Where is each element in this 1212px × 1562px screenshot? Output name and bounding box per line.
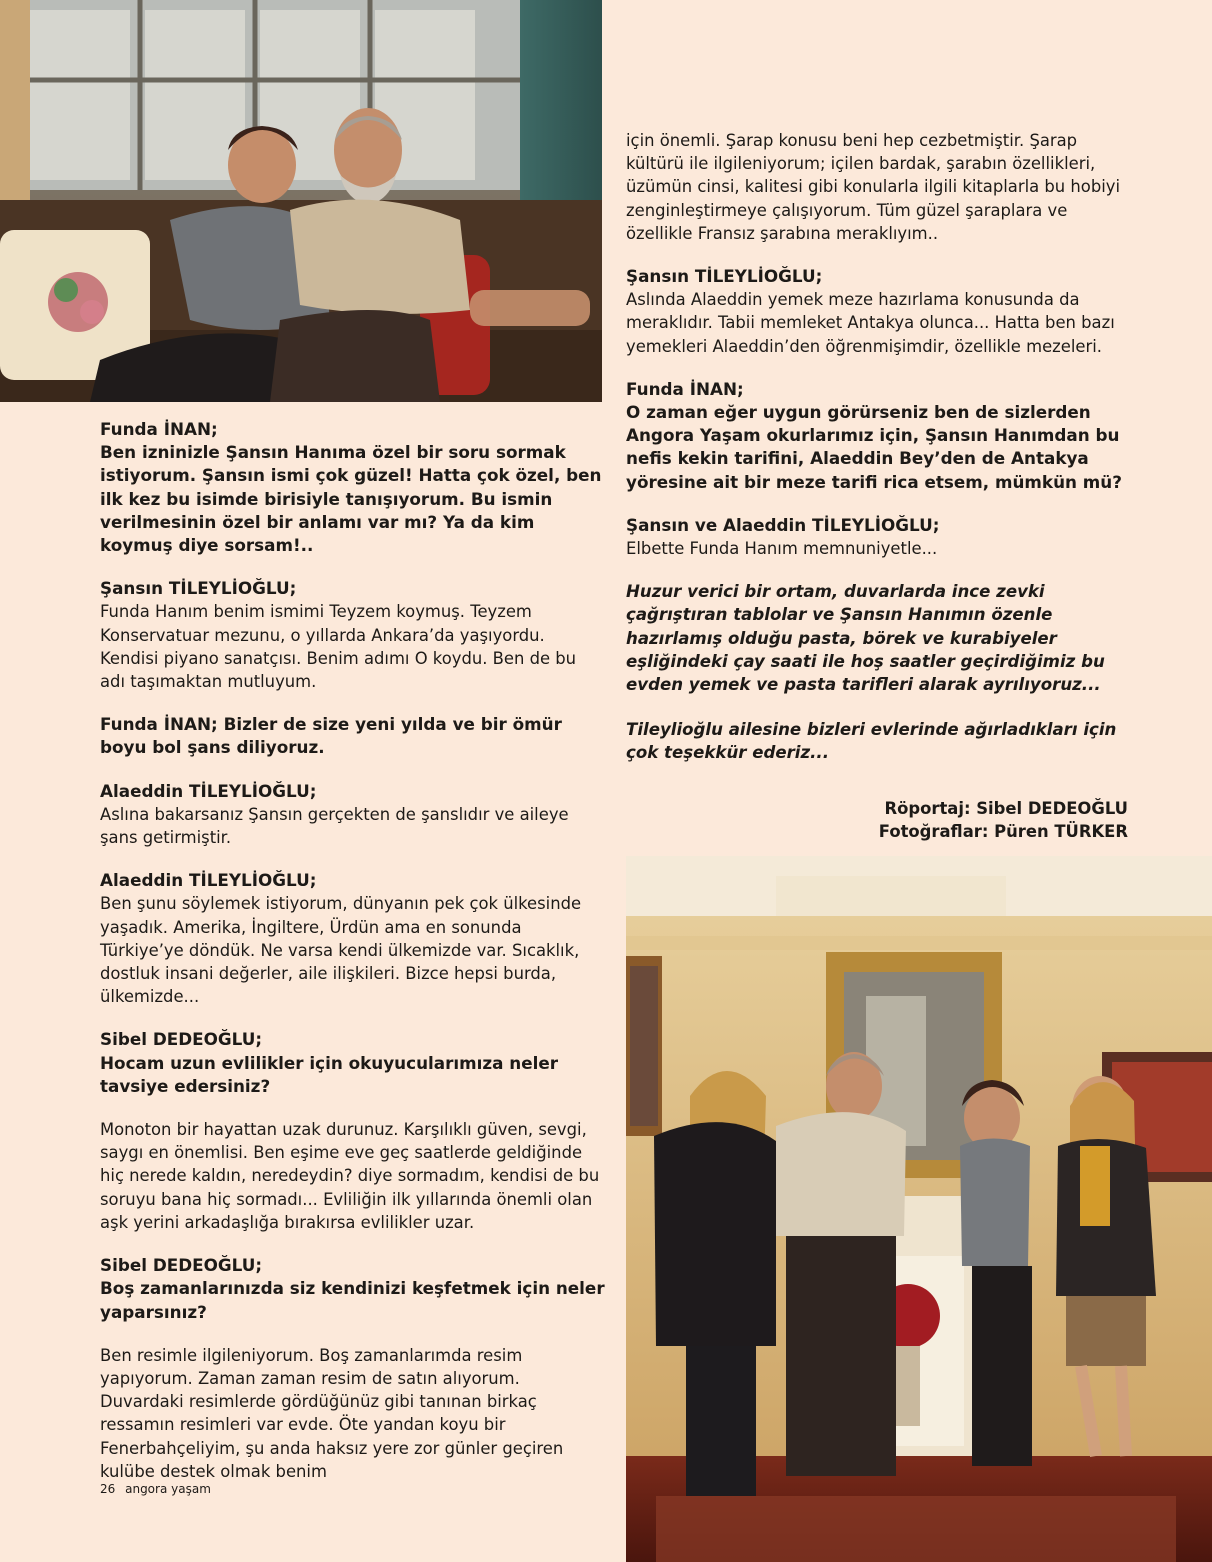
speaker-name: Şansın TİLEYLİOĞLU; [626,266,823,287]
qa-block [100,418,605,557]
photo-group-living-room [626,856,1212,1562]
answer-text: Aslında Alaeddin yemek meze hazırlama konusunda da meraklıdır. Tabii memleket Antakya olunca... Hatta ben bazı yemekleri Alaeddin’den öğrenmişimdir, özellikle mezeleri. [626,290,1115,356]
answer-text: için önemli. Şarap konusu beni hep cezbetmiştir. Şarap kültürü ile ilgileniyorum; içilen bardak, şarabın özellikleri, üzümün cinsi, kalitesi gibi konularla ilgili kitaplarla bu hobiyi zenginleştirmeye çalışıyorum. Tüm güzel şaraplara ve özellikle Fransız şarabına meraklıyım.. [626,131,1121,243]
answer-text: Elbette Funda Hanım memnuniyetle... [626,539,938,559]
photo-credit: Fotoğraflar: Püren TÜRKER [878,822,1128,841]
speaker-name: Şansın ve Alaeddin TİLEYLİOĞLU; [626,514,940,535]
answer-text: Ben resimle ilgileniyorum. Boş zamanlarımda resim yapıyorum. Zaman zaman resim de satın alıyorum. Duvardaki resimlerde gördüğünüz gibi tanınan birkaç ressamın resimleri var evde. Öte yandan koyu bir Fenerbahçeliyim, şu anda haksız yere zor günler geçiren kulübe destek olmak benim [100,1345,564,1481]
speaker-name: Alaeddin TİLEYLİOĞLU; [100,870,317,891]
credits [840,797,1128,843]
speaker-name: Alaeddin TİLEYLİOĞLU; [100,780,317,801]
left-text-column [100,418,605,1503]
qa-block [100,1118,605,1234]
speaker-name: Funda İNAN; [100,419,218,439]
answer-text: Ben şunu söylemek istiyorum, dünyanın pek çok ülkesinde yaşadık. Amerika, İngiltere, Ürdün ama en sonunda Türkiye’ye döndük. Ne varsa kendi ülkemizde var. Sıcaklık, dostluk insani değerler, aile ilişkileri. Bizce hepsi burda, ülkemizde... [100,894,582,1007]
qa-block [100,577,605,693]
speaker-name: Sibel DEDEOĞLU; [100,1255,263,1276]
interview-credit: Röportaj: Sibel DEDEOĞLU [884,799,1128,818]
right-text-column [626,129,1126,787]
qa-block [626,514,1126,560]
answer-text: Aslına bakarsanız Şansın gerçekten de şanslıdır ve aileye şans getirmiştir. [100,804,569,848]
speaker-name: Şansın TİLEYLİOĞLU; [100,578,297,599]
closing-paragraph: Huzur verici bir ortam, duvarlarda ince zevki çağrıştıran tablolar ve Şansın Hanımın özenle hazırlamış olduğu pasta, börek ve kurabiyeler eşliğindeki çay saati ile hoş saatler geçirdiğimiz bu evden yemek ve pasta tarifleri alarak ayrılıyoruz... [626,582,1105,695]
qa-block [100,869,605,1008]
qa-block [100,1344,605,1483]
question-text: O zaman eğer uygun görürseniz ben de sizlerden Angora Yaşam okurlarımız için, Şansın Hanımdan bu nefis kekin tarifini, Alaeddin Bey’den de Antakya yöresine ait bir meze tarifi rica etsem, mümkün mü? [626,402,1122,492]
speaker-name: Funda İNAN; [626,378,744,399]
thanks-paragraph: Tileylioğlu ailesine bizleri evlerinde ağırladıkları için çok teşekkür ederiz... [626,720,1117,763]
qa-block [100,1028,605,1098]
photo-couple-on-sofa [0,0,602,402]
answer-text: Funda Hanım benim ismimi Teyzem koymuş. Teyzem Konservatuar mezunu, o yıllarda Ankara’da yaşıyordu. Kendisi piyano sanatçısı. Benim adımı O koydu. Ben de bu adı taşımaktan mutluyum. [100,602,577,692]
question-text: Hocam uzun evlilikler için okuyucularımıza neler tavsiye edersiniz? [100,1052,559,1096]
page-number: 26 [100,1482,116,1496]
qa-block [626,129,1126,245]
qa-block [626,265,1126,358]
qa-block [100,780,605,850]
speaker-name: Funda İNAN; Bizler de size yeni yılda ve bir ömür boyu bol şans diliyoruz. [100,714,562,758]
speaker-name: Sibel DEDEOĞLU; [100,1029,263,1050]
qa-block [100,713,605,759]
answer-text: Monoton bir hayattan uzak durunuz. Karşılıklı güven, sevgi, saygı en önemlisi. Ben eşime eve geç saatlerde geldiğinde hiç nerede kaldın, neredeydin? diye sormadım, kendisi de bu soruyu bana hiç sormadı... Evliliğin ilk yıllarında önemli olan aşk yerini arkadaşlığa bırakırsa evlilikler uzar. [100,1120,600,1232]
question-text: Boş zamanlarınızda siz kendinizi keşfetmek için neler yaparsınız? [100,1278,605,1322]
qa-block [100,1254,605,1324]
qa-block [626,378,1126,494]
magazine-name: angora yaşam [125,1482,211,1496]
page-folio [100,1482,211,1496]
question-text: Ben izninizle Şansın Hanıma özel bir soru sormak istiyorum. Şansın ismi çok güzel! Hatta çok özel, ben ilk kez bu isimde birisiyle tanışıyorum. Bu ismin verilmesinin özel bir anlamı var mı? Ya da kim koymuş diye sorsam!.. [100,442,602,556]
